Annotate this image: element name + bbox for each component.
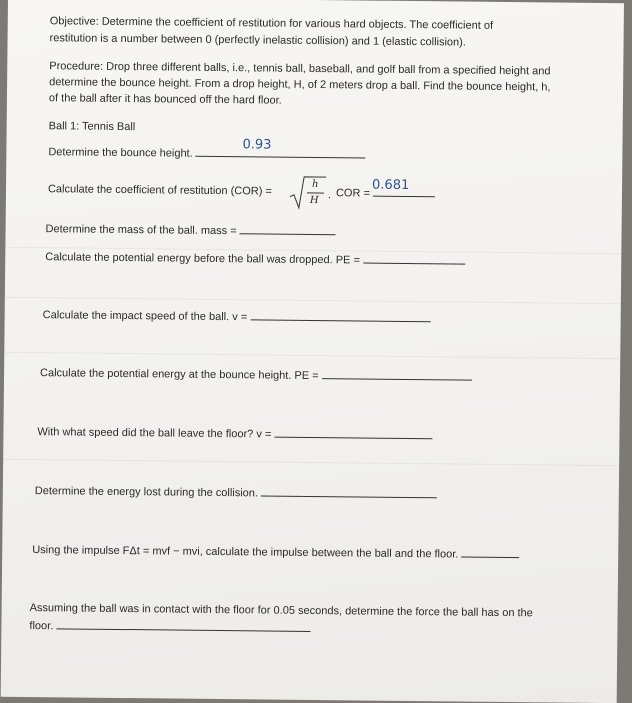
speed-leave-question <box>37 424 432 444</box>
mass-label: Determine the mass of the ball. mass = <box>46 223 237 237</box>
impact-speed-question <box>43 307 431 327</box>
mass-answer-line[interactable] <box>240 223 336 235</box>
bleed-through-line <box>4 352 620 359</box>
ball-heading: Ball 1: Tennis Ball <box>49 119 136 135</box>
pe-before-question <box>45 249 465 269</box>
cor-dot: . <box>328 188 331 203</box>
bounce-height-answer-line[interactable] <box>196 146 366 159</box>
bounce-height-question <box>48 144 366 163</box>
procedure-line-1: Procedure: Drop three different balls, i.e., tennis ball, baseball, and golf ball from a specified height and <box>49 59 550 79</box>
energy-lost-question <box>35 483 437 503</box>
pe-before-label: Calculate the potential energy before the ball was dropped. PE = <box>45 251 360 266</box>
radical-sign <box>290 177 326 208</box>
objective-line-1: Objective: Determine the coefficient of restitution for various hard objects. The coefficient of <box>50 14 493 34</box>
objective-line-2: restitution is a number between 0 (perfectly inelastic collision) and 1 (elastic collision). <box>50 31 466 50</box>
worksheet-page <box>1 0 624 703</box>
pe-before-answer-line[interactable] <box>363 253 465 265</box>
impulse-answer-line[interactable] <box>461 547 519 559</box>
impact-speed-label: Calculate the impact speed of the ball. v = <box>43 309 248 323</box>
pe-bounce-question <box>40 365 472 386</box>
speed-leave-answer-line[interactable] <box>274 427 432 440</box>
pe-bounce-label: Calculate the potential energy at the bounce height. PE = <box>40 367 319 382</box>
cor-denominator: H <box>310 195 319 206</box>
force-answer-line[interactable] <box>56 618 310 632</box>
pe-bounce-answer-line[interactable] <box>322 368 472 381</box>
procedure-line-2: determine the bounce height. From a drop height, H, of 2 meters drop a ball. Find the bounce height, h, <box>49 75 551 95</box>
cor-label: Calculate the coefficient of restitution (COR) = <box>48 182 272 199</box>
bounce-height-label: Determine the bounce height. <box>48 146 192 160</box>
cor-handwritten-answer: 0.681 <box>372 178 409 193</box>
force-question-line-1: Assuming the ball was in contact with the floor for 0.05 seconds, determine the force the ball has on the <box>30 601 533 621</box>
energy-lost-answer-line[interactable] <box>261 485 437 498</box>
cor-result-label: COR = <box>336 187 370 199</box>
impulse-label: Using the impulse FΔt = mvf − mvi, calculate the impulse between the ball and the floor. <box>32 544 458 560</box>
bounce-height-handwritten-answer: 0.93 <box>242 137 271 152</box>
force-line-2: floor. <box>29 620 53 632</box>
speed-leave-label: With what speed did the ball leave the floor? v = <box>37 426 271 440</box>
bleed-through-line <box>5 297 621 304</box>
energy-lost-label: Determine the energy lost during the collision. <box>35 485 258 499</box>
force-question <box>29 618 310 637</box>
square-root-fraction <box>288 175 328 211</box>
impulse-question <box>32 542 519 563</box>
impact-speed-answer-line[interactable] <box>250 309 430 322</box>
bleed-through-line <box>3 459 619 466</box>
mass-question <box>46 221 336 240</box>
procedure-line-3: of the ball after it has bounced off the hard floor. <box>49 91 282 108</box>
cor-numerator: h <box>312 179 319 190</box>
